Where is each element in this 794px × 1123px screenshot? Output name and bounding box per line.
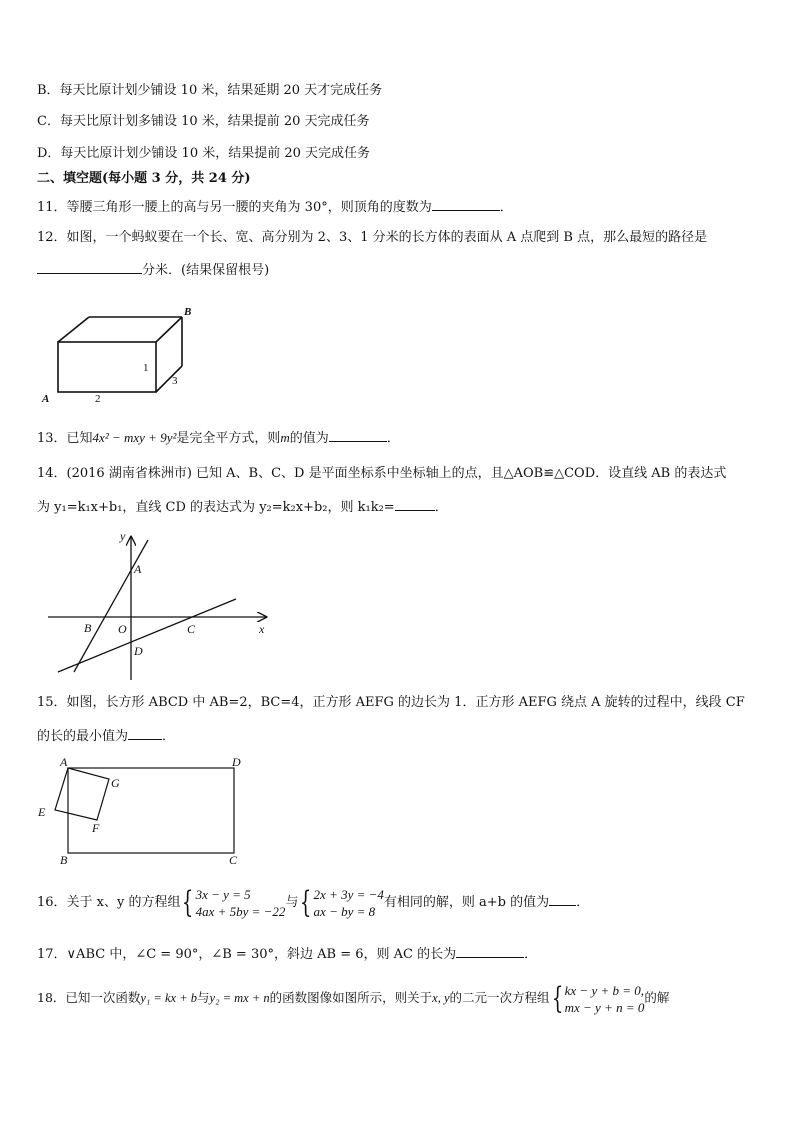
width-label: 3 [172,375,178,387]
point-d-label: D [134,644,143,658]
question-11 [37,197,513,217]
q14-text2: 为 y₁=k₁x+b₁，直线 CD 的表达式为 y₂=k₂x+b₂，则 k₁k₂= [37,500,395,515]
q16-sys2b: ax − by = 8 [313,903,376,919]
option-b: B．每天比原计划少铺设 10 米，结果延期 20 天才完成任务 [37,83,383,98]
left-brace: { [300,884,312,920]
q15-tail: ． [162,729,176,744]
q18-mid1: 与 [197,990,210,1005]
q18-pre: 18．已知一次函数 [37,990,141,1005]
q16-post: 有相同的解，则 a+b 的值为 [383,895,550,910]
question-15-line2 [37,726,175,746]
point-g-label: G [111,776,120,790]
q18-mid2: 的函数图像如图所示，则关于 [269,990,433,1005]
q18-f1: y₁ = kx + b [140,991,198,1005]
q16-system-1 [196,886,286,920]
section-title: 二、填空题(每小题 3 分，共 24 分) [37,171,251,186]
point-d-label: D [232,755,241,769]
question-16 [37,884,589,922]
q17-tail: ． [524,947,538,962]
answer-blank [432,197,500,211]
question-14-line1: 14．(2016 湖南省株洲市) 已知 A、B、C、D 是平面坐标系中坐标轴上的点，且△AOB≌△COD．设直线 AB 的表达式 [37,466,727,481]
q16-mid: 与 [285,895,299,910]
q16-tail: ． [576,895,590,910]
question-12-line2 [37,260,269,280]
q16-sys1a: 3x − y = 5 [195,886,251,902]
point-e-label: E [38,805,46,819]
q13-mid: 是完全平方式，则 [176,431,281,446]
point-b-label: B [184,306,192,318]
q13-post: 的值为 [289,431,329,446]
q13-expression: 4x² − mxy + 9y² [92,430,177,445]
q18-post: 的解 [644,990,670,1005]
origin-label: O [118,622,127,636]
question-13 [37,428,400,448]
q17-text: 17．∨ABC 中，∠C = 90°，∠B = 30°，斜边 AB = 6，则 AC 的长为 [37,947,457,962]
option-c: C．每天比原计划多铺设 10 米，结果提前 20 天完成任务 [37,114,370,129]
answer-blank [456,944,524,958]
answer-blank [395,497,435,511]
q13-tail: ． [386,431,400,446]
coordinate-figure [40,525,280,685]
x-axis-label: x [259,622,265,636]
q18-system [565,982,645,1016]
q13-var: m [280,430,290,445]
point-f-label: F [92,821,100,835]
answer-blank [37,260,142,274]
question-12-line1: 12．如图，一个蚂蚁要在一个长、宽、高分别为 2、3、1 分米的长方体的表面从 A 点爬到 B 点，那么最短的路径是 [37,230,708,245]
q11-tail: ． [499,200,513,215]
q16-sys2a: 2x + 3y = −4 [313,886,384,902]
option-d: D．每天比原计划少铺设 10 米，结果提前 20 天完成任务 [37,146,371,161]
rectangle-square-figure [35,752,255,867]
y-axis-label: y [120,529,126,543]
q18-sysb: mx − y + n = 0 [564,999,645,1015]
point-c-label: C [187,622,196,636]
answer-blank [128,726,162,740]
point-b-label: B [60,853,68,867]
q14-tail: ． [434,500,448,515]
cuboid-figure [40,300,200,410]
q18-sysa: kx − y + b = 0, [564,982,645,998]
question-15-line1: 15．如图，长方形 ABCD 中 AB=2，BC=4，正方形 AEFG 的边长为 1．正方形 AEFG 绕点 A 旋转的过程中，线段 CF [37,695,745,710]
height-label: 1 [143,362,149,374]
q16-system-2 [314,886,384,920]
q18-mid3: 的二元一次方程组 [449,990,550,1005]
answer-blank [549,892,576,906]
point-a-label: A [42,393,50,405]
question-17 [37,944,537,964]
q18-vars: x, y [432,991,450,1005]
question-14-line2 [37,497,448,517]
q11-text: 11．等腰三角形一腰上的高与另一腰的夹角为 30°，则顶角的度数为 [37,200,432,215]
q15-text2: 的长的最小值为 [37,729,129,744]
point-b-label: B [84,621,92,635]
length-label: 2 [95,393,101,405]
q18-f2: y₂ = mx + n [209,991,270,1005]
left-brace: { [182,884,194,920]
q16-pre: 16．关于 x、y 的方程组 [37,895,181,910]
q16-sys1b: 4ax + 5by = −22 [195,903,286,919]
question-18 [37,979,669,1017]
q12-text2: 分米．(结果保留根号) [142,263,270,278]
point-c-label: C [229,853,238,867]
left-brace: { [551,980,563,1016]
point-a-label: A [60,755,68,769]
point-a-label: A [134,562,142,576]
answer-blank [329,428,387,442]
q13-pre: 13．已知 [37,431,93,446]
